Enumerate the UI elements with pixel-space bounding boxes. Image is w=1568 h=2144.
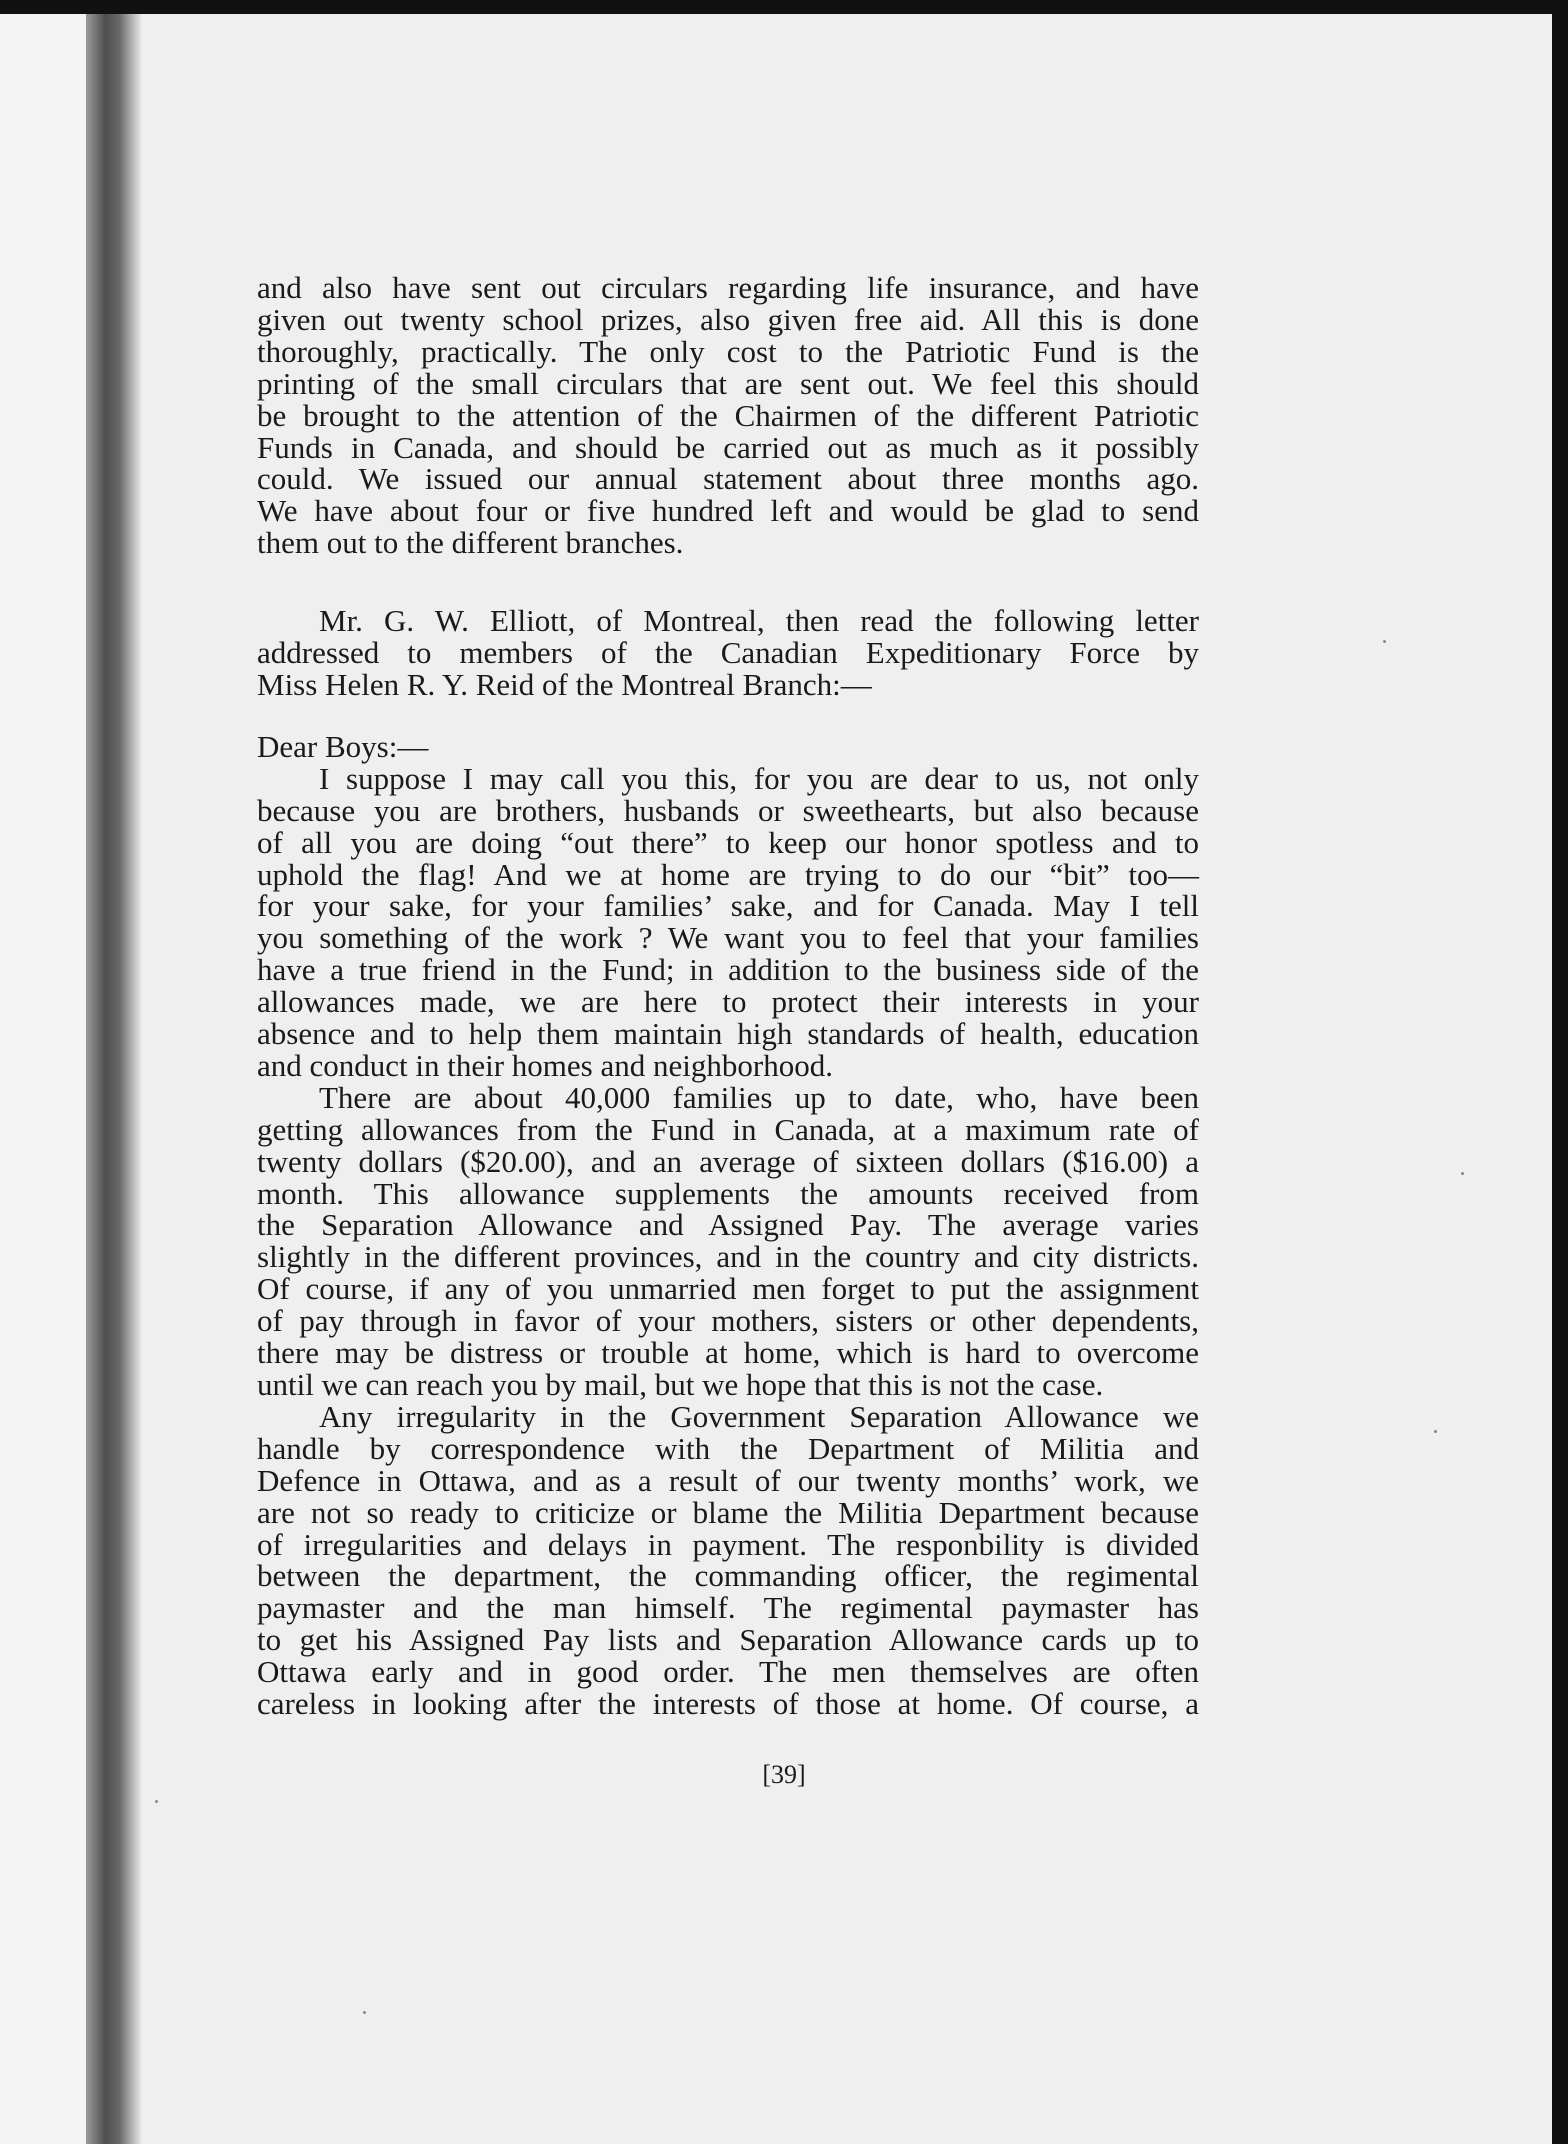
scan-speck xyxy=(1461,1172,1464,1175)
book-binding-shadow xyxy=(86,14,142,2144)
scan-speck xyxy=(155,1800,158,1803)
paragraph-gap xyxy=(257,701,1199,731)
paragraph-circulars xyxy=(257,272,1199,559)
text-line: have a true friend in the Fund; in addition to the business side of the xyxy=(257,952,1199,988)
text-line: could. We issued our annual statement about three months ago. xyxy=(257,461,1199,497)
text-line: until we can reach you by mail, but we hope that this is not the case. xyxy=(257,1367,1104,1402)
text-line: to get his Assigned Pay lists and Separation Allowance cards up to xyxy=(257,1622,1199,1658)
text-line: Funds in Canada, and should be carried out as much as it possibly xyxy=(257,429,1199,465)
scan-speck xyxy=(363,2011,366,2014)
scan-left-margin xyxy=(0,14,90,2144)
text-line: Ottawa early and in good order. The men themselves are often xyxy=(257,1654,1199,1690)
text-line: twenty dollars ($20.00), and an average of sixteen dollars ($16.00) a xyxy=(257,1143,1199,1179)
text-line: There are about 40,000 families up to date, who, have been xyxy=(319,1079,1199,1115)
text-line: getting allowances from the Fund in Canada, at a maximum rate of xyxy=(257,1111,1199,1147)
text-line: Dear Boys:— xyxy=(257,728,429,764)
text-line: uphold the flag! And we at home are trying to do our “bit” too— xyxy=(257,856,1199,892)
page-body-text xyxy=(257,272,1199,1720)
paragraph-letter-opening xyxy=(257,760,1199,1083)
text-line: of irregularities and delays in payment. The responbility is divided xyxy=(257,1526,1199,1562)
scan-right-border xyxy=(1552,0,1568,2144)
text-line: printing of the small circulars that are sent out. We feel this should xyxy=(257,365,1199,401)
text-line: given out twenty school prizes, also given free aid. All this is done xyxy=(257,301,1199,337)
text-line: Mr. G. W. Elliott, of Montreal, then read the following letter xyxy=(319,603,1199,639)
text-line: are not so ready to criticize or blame the Militia Department because xyxy=(257,1494,1199,1530)
text-line: you something of the work ? We want you to feel that your families xyxy=(257,920,1199,956)
text-line: careless in looking after the interests of those at home. Of course, a xyxy=(257,1686,1199,1722)
text-line: Any irregularity in the Government Separation Allowance we xyxy=(319,1398,1199,1434)
text-line: allowances made, we are here to protect their interests in your xyxy=(257,984,1199,1020)
text-line: thoroughly, practically. The only cost to the Patriotic Fund is the xyxy=(257,333,1199,369)
text-line: slightly in the different provinces, and in the country and city districts. xyxy=(257,1239,1199,1275)
text-line: Miss Helen R. Y. Reid of the Montreal Branch:— xyxy=(257,666,872,702)
text-line: I suppose I may call you this, for you are dear to us, not only xyxy=(319,760,1199,796)
page-number: [39] xyxy=(762,1760,806,1789)
text-line: there may be distress or trouble at home, which is hard to overcome xyxy=(257,1335,1199,1371)
text-line: Of course, if any of you unmarried men forget to put the assignment xyxy=(257,1271,1199,1307)
text-line: between the department, the commanding officer, the regimental xyxy=(257,1558,1199,1594)
letter-salutation xyxy=(257,728,1199,764)
text-line: of all you are doing “out there” to keep our honor spotless and to xyxy=(257,824,1199,860)
scan-speck xyxy=(1383,640,1386,643)
text-line: of pay through in favor of your mothers, sisters or other dependents, xyxy=(257,1303,1199,1339)
paragraph-gap xyxy=(257,559,1199,605)
text-line: handle by correspondence with the Department of Militia and xyxy=(257,1430,1199,1466)
paragraph-irregularity xyxy=(257,1398,1199,1722)
scan-top-border xyxy=(0,0,1568,14)
text-line: Defence in Ottawa, and as a result of our twenty months’ work, we xyxy=(257,1462,1199,1498)
text-line: be brought to the attention of the Chairmen of the different Patriotic xyxy=(257,397,1199,433)
text-line: month. This allowance supplements the amounts received from xyxy=(257,1175,1199,1211)
text-line: addressed to members of the Canadian Expeditionary Force by xyxy=(257,635,1199,671)
paragraph-elliott-intro xyxy=(257,605,1199,701)
scan-speck xyxy=(1434,1430,1437,1433)
text-line: the Separation Allowance and Assigned Pay. The average varies xyxy=(257,1207,1199,1243)
text-line: absence and to help them maintain high standards of health, education xyxy=(257,1016,1199,1052)
text-line: and conduct in their homes and neighborhood. xyxy=(257,1047,833,1083)
text-line: because you are brothers, husbands or sweethearts, but also because xyxy=(257,792,1199,828)
text-line: for your sake, for your families’ sake, and for Canada. May I tell xyxy=(257,888,1199,924)
text-line: We have about four or five hundred left and would be glad to send xyxy=(257,493,1199,529)
text-line: paymaster and the man himself. The regimental paymaster has xyxy=(257,1590,1199,1626)
text-line: them out to the different branches. xyxy=(257,525,684,561)
paragraph-families-allowances xyxy=(257,1079,1199,1402)
text-line: and also have sent out circulars regarding life insurance, and have xyxy=(257,270,1199,305)
